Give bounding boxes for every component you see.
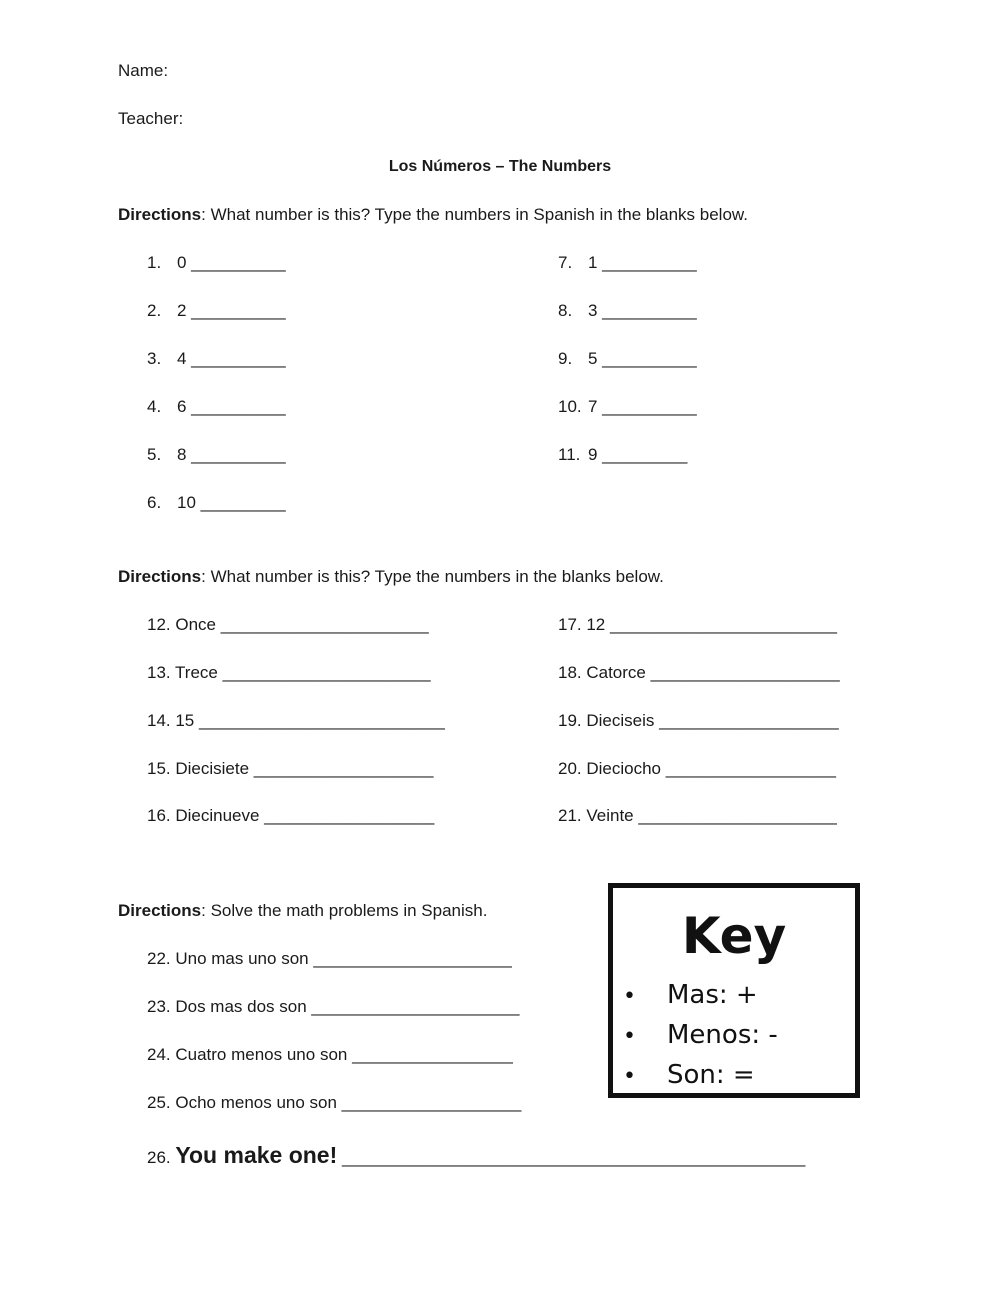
question-23[interactable]: 23. Dos mas dos son ______________________ bbox=[147, 997, 520, 1016]
question-21[interactable]: 21. Veinte _____________________ bbox=[558, 806, 837, 825]
question-16[interactable]: 16. Diecinueve __________________ bbox=[147, 806, 435, 825]
directions-label: Directions bbox=[118, 901, 202, 920]
directions-2 bbox=[118, 567, 664, 587]
bullet-icon: • bbox=[623, 1064, 636, 1089]
question-26-prompt: You make one! bbox=[175, 1142, 338, 1168]
question-11[interactable]: 11. 9 _________ bbox=[558, 445, 688, 464]
question-22[interactable]: 22. Uno mas uno son _____________________ bbox=[147, 949, 512, 968]
question-13[interactable]: 13. Trece ______________________ bbox=[147, 663, 431, 682]
bullet-icon: • bbox=[623, 1024, 636, 1049]
question-26[interactable] bbox=[147, 1141, 805, 1172]
key-item-menos: • Menos: - bbox=[623, 1016, 778, 1056]
question-14[interactable]: 14. 15 __________________________ bbox=[147, 711, 445, 730]
key-item-mas: • Mas: + bbox=[623, 976, 778, 1016]
question-10[interactable]: 10. 7 __________ bbox=[558, 397, 697, 416]
directions-text: : Solve the math problems in Spanish. bbox=[201, 901, 488, 920]
name-label: Name: bbox=[118, 61, 169, 80]
directions-label: Directions bbox=[118, 205, 202, 224]
directions-1 bbox=[118, 205, 748, 225]
question-6[interactable]: 6. 10 _________ bbox=[147, 493, 286, 512]
question-8[interactable]: 8. 3 __________ bbox=[558, 301, 697, 320]
question-3[interactable]: 3. 4 __________ bbox=[147, 349, 286, 368]
key-list bbox=[623, 976, 778, 1096]
directions-3 bbox=[118, 901, 487, 921]
worksheet-title: Los Números – The Numbers bbox=[388, 158, 612, 175]
question-26-blank: _________________________________________________ bbox=[342, 1148, 806, 1167]
question-1[interactable]: 1. 0 __________ bbox=[147, 253, 286, 272]
directions-text: : What number is this? Type the numbers in Spanish in the blanks below. bbox=[201, 205, 748, 224]
question-15[interactable]: 15. Diecisiete ___________________ bbox=[147, 759, 434, 778]
bullet-icon: • bbox=[623, 984, 636, 1009]
key-item-son: • Son: = bbox=[623, 1056, 778, 1096]
question-4[interactable]: 4. 6 __________ bbox=[147, 397, 286, 416]
teacher-label: Teacher: bbox=[118, 109, 184, 128]
directions-label: Directions bbox=[118, 567, 202, 586]
question-20[interactable]: 20. Dieciocho __________________ bbox=[558, 759, 836, 778]
question-2[interactable]: 2. 2 __________ bbox=[147, 301, 286, 320]
question-18[interactable]: 18. Catorce ____________________ bbox=[558, 663, 840, 682]
question-19[interactable]: 19. Dieciseis ___________________ bbox=[558, 711, 839, 730]
question-17[interactable]: 17. 12 ________________________ bbox=[558, 615, 837, 634]
question-25[interactable]: 25. Ocho menos uno son ___________________ bbox=[147, 1093, 522, 1112]
question-24[interactable]: 24. Cuatro menos uno son _________________ bbox=[147, 1045, 513, 1064]
directions-text: : What number is this? Type the numbers in the blanks below. bbox=[201, 567, 664, 586]
question-12[interactable]: 12. Once ______________________ bbox=[147, 615, 429, 634]
key-box bbox=[608, 883, 860, 1098]
key-title: Key bbox=[681, 907, 787, 965]
question-26-number: 26. bbox=[147, 1148, 171, 1167]
question-9[interactable]: 9. 5 __________ bbox=[558, 349, 697, 368]
question-5[interactable]: 5. 8 __________ bbox=[147, 445, 286, 464]
question-7[interactable]: 7. 1 __________ bbox=[558, 253, 697, 272]
